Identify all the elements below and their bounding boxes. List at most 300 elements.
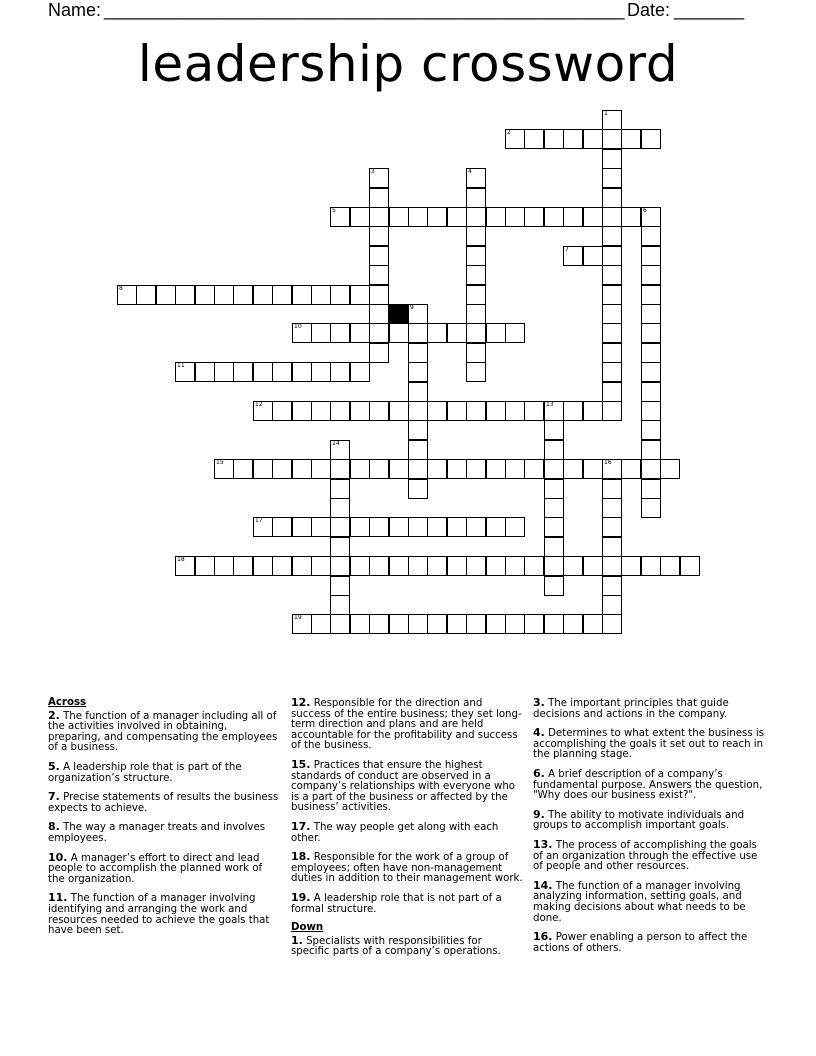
grid-cell[interactable] — [486, 323, 506, 343]
grid-cell[interactable] — [563, 401, 583, 421]
grid-cell[interactable] — [369, 188, 389, 208]
clue-number: 3. — [533, 696, 545, 709]
grid-cell[interactable] — [408, 362, 428, 382]
grid-cell[interactable] — [602, 459, 622, 479]
grid-cell[interactable] — [641, 304, 661, 324]
clue-text: A manager’s effort to direct and lead people to accomplish the planned work of the organization. — [48, 852, 263, 885]
clue-number: 8 — [119, 285, 123, 292]
grid-cell[interactable] — [117, 285, 137, 305]
grid-cell[interactable] — [641, 323, 661, 343]
grid-cell[interactable] — [311, 362, 331, 382]
grid-cell[interactable] — [583, 129, 603, 149]
clue-number: 19. — [291, 890, 311, 904]
grid-cell[interactable] — [195, 362, 215, 382]
grid-cell[interactable] — [350, 401, 370, 421]
grid-cell[interactable] — [311, 517, 331, 537]
grid-cell[interactable] — [447, 459, 467, 479]
grid-cell[interactable] — [369, 285, 389, 305]
grid-cell[interactable] — [156, 285, 176, 305]
grid-cell[interactable] — [602, 323, 622, 343]
grid-cell[interactable] — [369, 517, 389, 537]
clue-text: The process of accomplishing the goals of an organization through the effective use of people and other resources. — [533, 839, 758, 873]
clue-number: 6. — [533, 766, 545, 780]
grid-cell[interactable] — [408, 420, 428, 440]
grid-cell[interactable] — [350, 556, 370, 576]
grid-cell[interactable] — [408, 343, 428, 363]
clue-number: 4 — [468, 168, 472, 175]
down-heading: Down — [291, 922, 324, 934]
clue-number: 2. — [48, 708, 60, 722]
grid-cell[interactable] — [311, 285, 331, 305]
grid-cell[interactable] — [350, 323, 370, 343]
grid-cell[interactable] — [311, 556, 331, 576]
grid-cell[interactable] — [641, 343, 661, 363]
grid-cell[interactable] — [369, 265, 389, 285]
grid-cell[interactable] — [466, 168, 486, 188]
grid-cell[interactable] — [602, 168, 622, 188]
grid-cell[interactable] — [524, 207, 544, 227]
grid-cell[interactable] — [563, 459, 583, 479]
grid-cell[interactable] — [524, 614, 544, 634]
grid-cell[interactable] — [641, 479, 661, 499]
grid-cell[interactable] — [253, 401, 273, 421]
across-clue — [291, 698, 523, 752]
grid-cell[interactable] — [544, 517, 564, 537]
clue-number: 16 — [604, 459, 612, 466]
down-clue — [533, 766, 765, 802]
grid-cell[interactable] — [563, 129, 583, 149]
grid-cell[interactable] — [602, 576, 622, 596]
grid-cell[interactable] — [233, 362, 253, 382]
name-field[interactable]: ____________________________________________________ — [104, 0, 625, 20]
clue-number: 15 — [216, 459, 224, 466]
grid-cell[interactable] — [427, 556, 447, 576]
grid-cell[interactable] — [447, 323, 467, 343]
grid-cell[interactable] — [311, 323, 331, 343]
grid-cell[interactable] — [641, 440, 661, 460]
grid-cell[interactable] — [253, 285, 273, 305]
clues-column-2 — [291, 698, 523, 966]
grid-cell[interactable] — [641, 265, 661, 285]
grid-cell[interactable] — [311, 614, 331, 634]
grid-cell[interactable] — [408, 459, 428, 479]
grid-cell[interactable] — [408, 556, 428, 576]
grid-cell[interactable] — [350, 517, 370, 537]
grid-cell[interactable] — [583, 556, 603, 576]
date-label: Date: — [627, 0, 671, 20]
grid-cell[interactable] — [524, 129, 544, 149]
grid-cell[interactable] — [602, 479, 622, 499]
grid-cell[interactable] — [350, 362, 370, 382]
clue-number: 1. — [291, 933, 303, 947]
grid-cell[interactable] — [292, 362, 312, 382]
grid-cell[interactable] — [505, 459, 525, 479]
grid-cell[interactable] — [680, 556, 700, 576]
grid-cell[interactable] — [292, 517, 312, 537]
grid-cell[interactable] — [311, 401, 331, 421]
grid-cell[interactable] — [505, 517, 525, 537]
grid-cell[interactable] — [214, 285, 234, 305]
grid-cell[interactable] — [641, 459, 661, 479]
grid-cell[interactable] — [311, 459, 331, 479]
grid-cell[interactable] — [389, 401, 409, 421]
grid-cell[interactable] — [641, 498, 661, 518]
across-clue-list — [48, 708, 280, 937]
across-clue — [48, 850, 280, 886]
grid-cell[interactable] — [389, 614, 409, 634]
grid-cell[interactable] — [330, 537, 350, 557]
grid-cell[interactable] — [602, 556, 622, 576]
grid-cell[interactable] — [136, 285, 156, 305]
grid-cell[interactable] — [350, 207, 370, 227]
clue-number: 14 — [332, 440, 340, 447]
grid-cell[interactable] — [369, 304, 389, 324]
grid-cell[interactable] — [272, 459, 292, 479]
grid-cell[interactable] — [544, 459, 564, 479]
grid-cell[interactable] — [389, 323, 409, 343]
grid-cell[interactable] — [466, 207, 486, 227]
grid-cell[interactable] — [621, 129, 641, 149]
across-clue — [48, 792, 280, 814]
grid-cell[interactable] — [408, 479, 428, 499]
grid-cell[interactable] — [330, 576, 350, 596]
clue-text: Responsible for the direction and success of the entire business; they set long-term direction and plans and are held accountable for the profitability and success of the business. — [291, 698, 522, 752]
grid-cell[interactable] — [505, 614, 525, 634]
down-clue — [533, 932, 765, 954]
grid-cell[interactable] — [602, 110, 622, 130]
grid-cell[interactable] — [505, 129, 525, 149]
grid-cell[interactable] — [466, 226, 486, 246]
grid-cell[interactable] — [602, 362, 622, 382]
clue-number: 8. — [48, 820, 60, 834]
grid-cell[interactable] — [292, 459, 312, 479]
grid-cell[interactable] — [272, 362, 292, 382]
grid-cell[interactable] — [253, 556, 273, 576]
grid-cell[interactable] — [175, 556, 195, 576]
clue-number: 2 — [507, 129, 511, 136]
grid-cell[interactable] — [427, 614, 447, 634]
grid-cell[interactable] — [272, 556, 292, 576]
grid-cell[interactable] — [641, 129, 661, 149]
grid-cell[interactable] — [544, 207, 564, 227]
grid-cell[interactable] — [486, 614, 506, 634]
grid-cell[interactable] — [602, 246, 622, 266]
grid-cell[interactable] — [330, 285, 350, 305]
grid-cell[interactable] — [253, 459, 273, 479]
grid-cell[interactable] — [641, 382, 661, 402]
grid-cell[interactable] — [292, 614, 312, 634]
clue-text: The ability to motivate individuals and groups to accomplish important goals. — [533, 809, 745, 832]
grid-cell[interactable] — [466, 188, 486, 208]
grid-cell[interactable] — [602, 265, 622, 285]
grid-cell[interactable] — [602, 614, 622, 634]
grid-cell[interactable] — [447, 401, 467, 421]
clue-text: A brief description of a company’s fundamental purpose. Answers the question, "Why does our business exist?". — [533, 768, 763, 802]
clue-number: 12. — [291, 696, 311, 709]
grid-cell[interactable] — [292, 285, 312, 305]
grid-cell[interactable] — [447, 517, 467, 537]
clue-number: 10 — [294, 323, 302, 330]
grid-cell[interactable] — [602, 537, 622, 557]
grid-cell[interactable] — [466, 517, 486, 537]
across-clue — [48, 708, 280, 754]
grid-cell[interactable] — [466, 401, 486, 421]
across-clue — [291, 757, 523, 814]
grid-cell[interactable] — [330, 517, 350, 537]
grid-cell[interactable] — [369, 246, 389, 266]
clue-number: 11 — [177, 362, 185, 369]
grid-cell[interactable] — [466, 285, 486, 305]
clue-number: 14. — [533, 878, 553, 892]
grid-cell[interactable] — [583, 401, 603, 421]
grid-cell[interactable] — [330, 323, 350, 343]
grid-cell[interactable] — [369, 168, 389, 188]
grid-cell[interactable] — [408, 614, 428, 634]
clue-number: 12 — [255, 401, 263, 408]
clue-number: 6 — [643, 207, 647, 214]
grid-cell[interactable] — [330, 401, 350, 421]
grid-cell[interactable] — [602, 382, 622, 402]
grid-cell[interactable] — [330, 556, 350, 576]
clue-text: Practices that ensure the highest standards of conduct are observed in a company’s relationships with everyone who is a part of the business or affected by the business’ activities. — [291, 759, 516, 814]
grid-cell[interactable] — [544, 129, 564, 149]
grid-cell[interactable] — [544, 479, 564, 499]
grid-cell[interactable] — [466, 343, 486, 363]
grid-cell[interactable] — [369, 207, 389, 227]
grid-cell[interactable] — [330, 595, 350, 615]
across-heading: Across — [48, 697, 87, 708]
across-clue — [48, 822, 280, 844]
clue-text: Specialists with responsibilities for specific parts of a company’s operations. — [291, 935, 501, 958]
grid-cell[interactable] — [272, 285, 292, 305]
grid-cell[interactable] — [583, 246, 603, 266]
grid-cell[interactable] — [272, 401, 292, 421]
grid-cell[interactable] — [602, 304, 622, 324]
grid-cell[interactable] — [408, 382, 428, 402]
grid-cell[interactable] — [544, 401, 564, 421]
grid-cell[interactable] — [427, 323, 447, 343]
grid-cell[interactable] — [447, 614, 467, 634]
grid-cell[interactable] — [544, 576, 564, 596]
grid-cell[interactable] — [292, 401, 312, 421]
grid-cell[interactable] — [583, 459, 603, 479]
grid-cell[interactable] — [330, 207, 350, 227]
grid-cell[interactable] — [563, 556, 583, 576]
grid-cell[interactable] — [292, 323, 312, 343]
across-clue-list-continued — [291, 698, 523, 915]
grid-cell[interactable] — [350, 459, 370, 479]
grid-cell[interactable] — [505, 401, 525, 421]
grid-cell[interactable] — [602, 498, 622, 518]
grid-cell[interactable] — [563, 207, 583, 227]
grid-cell[interactable] — [330, 440, 350, 460]
grid-cell[interactable] — [408, 517, 428, 537]
clue-text: The function of a manager including all of the activities involved in obtaining, preparing, and compensating the employees of a business. — [48, 710, 278, 754]
clue-text: Determines to what extent the business is accomplishing the goals it set out to reach in the planning stage. — [533, 728, 765, 761]
grid-cell[interactable] — [544, 614, 564, 634]
grid-cell[interactable] — [660, 459, 680, 479]
grid-cell[interactable] — [524, 401, 544, 421]
grid-cell[interactable] — [466, 459, 486, 479]
grid-cell[interactable] — [330, 362, 350, 382]
grid-cell[interactable] — [408, 323, 428, 343]
down-clue — [533, 837, 765, 873]
grid-cell[interactable] — [447, 556, 467, 576]
grid-cell[interactable] — [272, 517, 292, 537]
across-clue — [291, 890, 523, 915]
grid-cell[interactable] — [660, 556, 680, 576]
grid-cell[interactable] — [544, 440, 564, 460]
grid-cell[interactable] — [466, 362, 486, 382]
grid-cell[interactable] — [641, 246, 661, 266]
grid-cell[interactable] — [583, 614, 603, 634]
grid-cell[interactable] — [330, 498, 350, 518]
grid-cell[interactable] — [214, 362, 234, 382]
across-clue — [291, 819, 523, 844]
grid-cell[interactable] — [369, 226, 389, 246]
grid-cell[interactable] — [505, 556, 525, 576]
grid-cell[interactable] — [369, 556, 389, 576]
clue-text: The way people get along with each other. — [291, 821, 499, 844]
clue-number: 17 — [255, 517, 263, 524]
grid-cell[interactable] — [544, 556, 564, 576]
grid-cell[interactable] — [195, 285, 215, 305]
clue-text: A leadership role that is not part of a formal structure. — [291, 892, 502, 915]
grid-cell[interactable] — [621, 556, 641, 576]
clue-text: The way a manager treats and involves employees. — [48, 822, 266, 844]
down-clue — [533, 698, 765, 720]
grid-cell[interactable] — [175, 285, 195, 305]
clue-number: 10. — [48, 850, 68, 864]
grid-cell[interactable] — [602, 343, 622, 363]
grid-cell[interactable] — [427, 459, 447, 479]
down-clue-list — [291, 933, 523, 958]
grid-cell[interactable] — [369, 401, 389, 421]
date-field[interactable]: _______ — [674, 0, 745, 20]
grid-cell[interactable] — [641, 285, 661, 305]
grid-cell[interactable] — [466, 265, 486, 285]
grid-cell[interactable] — [524, 556, 544, 576]
grid-cell[interactable] — [583, 207, 603, 227]
grid-cell[interactable] — [641, 207, 661, 227]
grid-cell[interactable] — [369, 343, 389, 363]
clue-text: Responsible for the work of a group of employees; often have non-management duties in addition to their management work. — [291, 852, 523, 885]
grid-cell[interactable] — [292, 556, 312, 576]
grid-cell[interactable] — [466, 556, 486, 576]
grid-cell[interactable] — [214, 459, 234, 479]
grid-cell[interactable] — [427, 207, 447, 227]
across-clue — [48, 759, 280, 784]
grid-cell[interactable] — [602, 207, 622, 227]
grid-cell[interactable] — [369, 323, 389, 343]
grid-cell[interactable] — [602, 129, 622, 149]
grid-cell[interactable] — [563, 246, 583, 266]
down-clue — [291, 933, 523, 958]
grid-cell[interactable] — [641, 556, 661, 576]
grid-cell[interactable] — [602, 285, 622, 305]
down-clue — [533, 878, 765, 924]
grid-cell[interactable] — [330, 614, 350, 634]
grid-cell[interactable] — [486, 401, 506, 421]
grid-cell[interactable] — [408, 401, 428, 421]
grid-cell[interactable] — [602, 188, 622, 208]
grid-cell[interactable] — [544, 420, 564, 440]
clue-number: 13 — [546, 401, 554, 408]
grid-cell[interactable] — [389, 207, 409, 227]
grid-cell[interactable] — [486, 207, 506, 227]
grid-cell[interactable] — [602, 595, 622, 615]
grid-cell[interactable] — [486, 459, 506, 479]
grid-cell[interactable] — [214, 556, 234, 576]
grid-cell[interactable] — [389, 556, 409, 576]
grid-cell[interactable] — [369, 459, 389, 479]
clue-number: 5. — [48, 759, 60, 773]
grid-cell[interactable] — [621, 459, 641, 479]
grid-cell[interactable] — [175, 362, 195, 382]
grid-cell[interactable] — [233, 459, 253, 479]
grid-cell[interactable] — [253, 362, 273, 382]
down-clue — [533, 728, 765, 761]
grid-cell[interactable] — [253, 517, 273, 537]
clue-number: 4. — [533, 726, 545, 740]
grid-cell[interactable] — [350, 614, 370, 634]
grid-cell[interactable] — [350, 285, 370, 305]
grid-cell[interactable] — [602, 517, 622, 537]
grid-cell[interactable] — [641, 420, 661, 440]
grid-cell[interactable] — [389, 517, 409, 537]
grid-cell[interactable] — [233, 556, 253, 576]
grid-cell[interactable] — [330, 479, 350, 499]
clue-text: Precise statements of results the business expects to achieve. — [48, 792, 279, 814]
grid-cell[interactable] — [505, 207, 525, 227]
grid-cell[interactable] — [447, 207, 467, 227]
grid-cell[interactable] — [602, 226, 622, 246]
grid-cell[interactable] — [641, 362, 661, 382]
grid-cell[interactable] — [641, 401, 661, 421]
grid-cell[interactable] — [466, 323, 486, 343]
clue-number: 9 — [410, 304, 414, 311]
grid-cell[interactable] — [563, 614, 583, 634]
clue-number: 18. — [291, 850, 311, 864]
grid-cell[interactable] — [427, 517, 447, 537]
grid-cell[interactable] — [466, 304, 486, 324]
grid-cell[interactable] — [195, 556, 215, 576]
grid-cell[interactable] — [330, 459, 350, 479]
grid-cell[interactable] — [408, 304, 428, 324]
grid-cell[interactable] — [486, 517, 506, 537]
grid-cell[interactable] — [524, 459, 544, 479]
grid-cell[interactable] — [466, 614, 486, 634]
grid-cell[interactable] — [408, 207, 428, 227]
grid-cell[interactable] — [544, 537, 564, 557]
grid-cell[interactable] — [466, 246, 486, 266]
clue-number: 19 — [294, 614, 302, 621]
grid-cell[interactable] — [505, 323, 525, 343]
grid-cell[interactable] — [641, 226, 661, 246]
name-label: Name: — [48, 0, 102, 20]
grid-cell[interactable] — [408, 440, 428, 460]
grid-cell[interactable] — [602, 401, 622, 421]
grid-cell[interactable] — [389, 459, 409, 479]
grid-cell[interactable] — [602, 149, 622, 169]
grid-cell[interactable] — [544, 498, 564, 518]
page-title: leadership crossword — [137, 35, 679, 93]
grid-cell[interactable] — [233, 285, 253, 305]
grid-cell[interactable] — [427, 401, 447, 421]
grid-cell[interactable] — [621, 207, 641, 227]
grid-cell[interactable] — [486, 556, 506, 576]
grid-cell[interactable] — [369, 614, 389, 634]
